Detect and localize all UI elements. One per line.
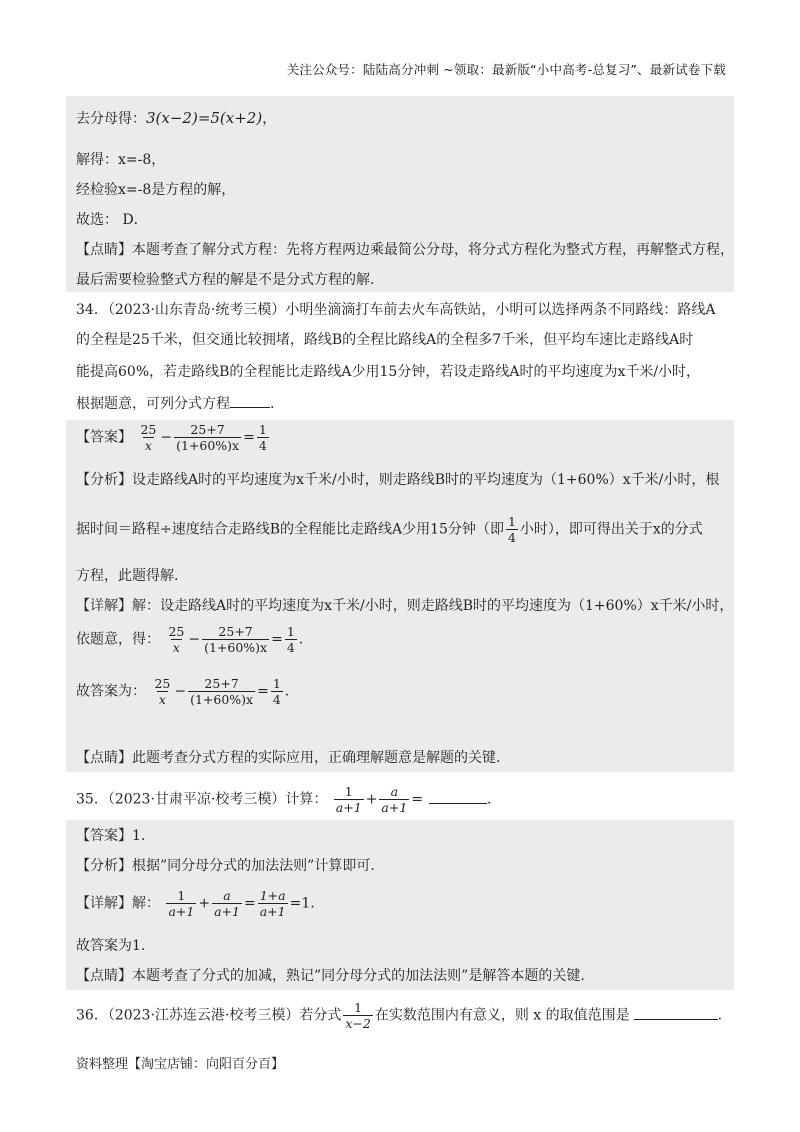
question-text: 35．（2023·甘肃平凉·校考三模）计算： <box>76 791 328 808</box>
q33-step2: 解得：x=-8， <box>76 152 166 168</box>
remark-tag: 【点睛】 <box>76 242 132 258</box>
detail-text: 解： <box>132 895 160 912</box>
answer-blank <box>230 407 270 408</box>
q35-detail: 【详解】解： $\frac{1}{a+1}$ + $\frac{a}{a+1}$ = $\frac{1+a}{a+1}$ =1. <box>76 888 315 919</box>
analysis-tag: 【分析】 <box>76 858 132 874</box>
fraction <box>506 514 518 545</box>
q34-analysis-3: 方程，此题得解. <box>76 568 179 584</box>
analysis-text: 据时间＝路程÷速度结合走路线B的全程能比走路线A少用15分钟（即 <box>76 521 504 538</box>
numerator: 1 <box>354 1000 363 1015</box>
fraction <box>271 676 283 707</box>
fraction <box>212 888 242 919</box>
numerator: 25+7 <box>190 422 225 437</box>
numerator: a <box>390 784 399 799</box>
fraction <box>152 676 172 707</box>
q33-step3: 经检验x=-8是方程的解， <box>76 182 236 198</box>
denominator: (1+60%)x <box>204 640 268 655</box>
numerator: 25+7 <box>204 676 239 691</box>
fraction <box>343 1000 372 1031</box>
analysis-text: 小时），即可得出关于x的分式 <box>519 521 703 538</box>
detail-text: 依题意，得： <box>76 631 160 648</box>
denominator: 4 <box>258 438 267 453</box>
q34-answer: 【答案】 $\frac{25}{x}$ − $\frac{25+7}{(1+60\%)x}$ = $\frac{1}{4}$ <box>76 422 267 453</box>
denominator: a+1 <box>214 904 240 919</box>
step-label: 去分母得： <box>76 111 146 127</box>
equation: 3(x−2)=5(x+2) <box>146 109 263 127</box>
analysis-tag: 【分析】 <box>76 472 132 488</box>
fraction <box>334 784 364 815</box>
remark-text: 此题考查分式方程的实际应用，正确理解题意是解题的关键. <box>132 750 501 766</box>
q34-line1: 34．（2023·山东青岛·统考三模）小明坐滴滴打车前去火车高铁站，小明可以选择两条不同路线：路线A <box>76 302 716 318</box>
q34-line4: 根据题意，可列分式方程 . <box>76 396 275 412</box>
q34-analysis-2 <box>76 514 703 545</box>
numerator: 1 <box>177 888 186 903</box>
answer-tag: 【答案】 <box>76 429 132 446</box>
denominator: x <box>144 438 152 453</box>
remark-text: 本题考查了解分式方程：先将方程两边乘最简公分母，将分式方程化为整式方程，再解整式方程， <box>132 242 734 258</box>
answer-blank <box>429 803 487 804</box>
fraction <box>174 422 241 453</box>
denominator: 4 <box>507 530 516 545</box>
analysis-text: 设走路线A时的平均速度为x千米/小时，则走路线B时的平均速度为（1+60%）x千米/小时，根 <box>132 472 720 488</box>
denominator: (1+60%)x <box>176 438 240 453</box>
denominator: a+1 <box>259 904 286 919</box>
numerator: 25+7 <box>218 624 253 639</box>
detail-text: 故答案为： <box>76 683 146 700</box>
numerator: 25 <box>154 676 171 691</box>
fraction <box>166 624 186 655</box>
analysis-text: 根据”同分母分式的加法法则”计算即可. <box>132 858 375 874</box>
fraction <box>202 624 269 655</box>
numerator: 1 <box>507 514 516 529</box>
q33-step1: 去分母得：3(x−2)=5(x+2)， <box>76 109 277 127</box>
result: 1 <box>301 895 311 912</box>
numerator: 1 <box>344 784 353 799</box>
numerator: 1 <box>286 624 295 639</box>
page-footer: 资料整理【淘宝店铺：向阳百分百】 <box>76 1057 285 1072</box>
q34-detail-3: 故答案为： $\frac{25}{x}$ − $\frac{25+7}{(1+60\%)x}$ = $\frac{1}{4}$ . <box>76 676 290 707</box>
question-text: 36．（2023·江苏连云港·校考三模）若分式 <box>76 1007 342 1024</box>
page-header: 关注公众号：陆陆高分冲刺 ~领取：最新版“小中高考-总复习”、最新试卷下载 <box>286 62 726 77</box>
fraction <box>258 888 288 919</box>
denominator: a+1 <box>168 904 195 919</box>
q35-remark <box>76 966 585 986</box>
numerator: 1+a <box>259 888 286 903</box>
q33-remark-1 <box>76 240 734 260</box>
q34-detail-1 <box>76 596 733 616</box>
numerator: a <box>223 888 231 903</box>
answer-text: 1. <box>132 828 146 844</box>
detail-tag: 【详解】 <box>76 895 132 912</box>
q33-remark-2: 最后需要检验整式方程的解是不是分式方程的解. <box>76 272 375 288</box>
denominator: x−2 <box>345 1016 371 1031</box>
denominator: 4 <box>286 640 295 655</box>
q35-answer <box>76 826 145 846</box>
remark-tag: 【点睛】 <box>76 968 132 984</box>
denominator: x <box>172 640 180 655</box>
q34-line3: 能提高60%，若走路线B的全程能比走路线A少用15分钟，若设走路线A时的平均速度为x千米/小时， <box>76 364 701 380</box>
question-text: 根据题意，可列分式方程 <box>76 396 230 412</box>
answer-blank <box>634 1019 718 1020</box>
fraction <box>138 422 158 453</box>
q35-question: 35．（2023·甘肃平凉·校考三模）计算： $\frac{1}{a+1}$ + $\frac{a}{a+1}$ = . <box>76 784 492 815</box>
q35-analysis <box>76 856 375 876</box>
denominator: a+1 <box>335 800 362 815</box>
q36-question: 36．（2023·江苏连云港·校考三模）若分式 $\frac{1}{x-2}$ 在实数范围内有意义，则 x 的取值范围是 . <box>76 1000 723 1031</box>
q34-analysis-1 <box>76 470 719 490</box>
numerator: 25 <box>140 422 157 437</box>
remark-tag: 【点睛】 <box>76 750 132 766</box>
denominator: 4 <box>272 692 281 707</box>
q34-line2: 的全程是25千米，但交通比较拥堵，路线B的全程比路线A的全程多7千米，但平均车速比走路线A时 <box>76 332 694 348</box>
fraction <box>257 422 269 453</box>
numerator: 25 <box>168 624 185 639</box>
answer-tag: 【答案】 <box>76 828 132 844</box>
fraction <box>166 888 196 919</box>
numerator: 1 <box>272 676 281 691</box>
denominator: (1+60%)x <box>190 692 254 707</box>
q35-conclusion: 故答案为1. <box>76 938 146 954</box>
q34-detail-2: 依题意，得： $\frac{25}{x}$ − $\frac{25+7}{(1+60\%)x}$ = $\frac{1}{4}$ . <box>76 624 304 655</box>
denominator: x <box>158 692 166 707</box>
q34-remark <box>76 748 500 768</box>
fraction <box>285 624 297 655</box>
remark-text: 本题考查了分式的加减，熟记”同分母分式的加法法则”是解答本题的关键. <box>132 968 585 984</box>
detail-text: 解：设走路线A时的平均速度为x千米/小时，则走路线B时的平均速度为（1+60%）x千米/小时， <box>132 598 734 614</box>
q33-step4: 故选： D． <box>76 212 148 228</box>
question-text: 在实数范围内有意义，则 x 的取值范围是 <box>374 1007 630 1024</box>
detail-tag: 【详解】 <box>76 598 132 614</box>
denominator: a+1 <box>381 800 408 815</box>
fraction <box>188 676 255 707</box>
fraction <box>379 784 409 815</box>
numerator: 1 <box>258 422 267 437</box>
